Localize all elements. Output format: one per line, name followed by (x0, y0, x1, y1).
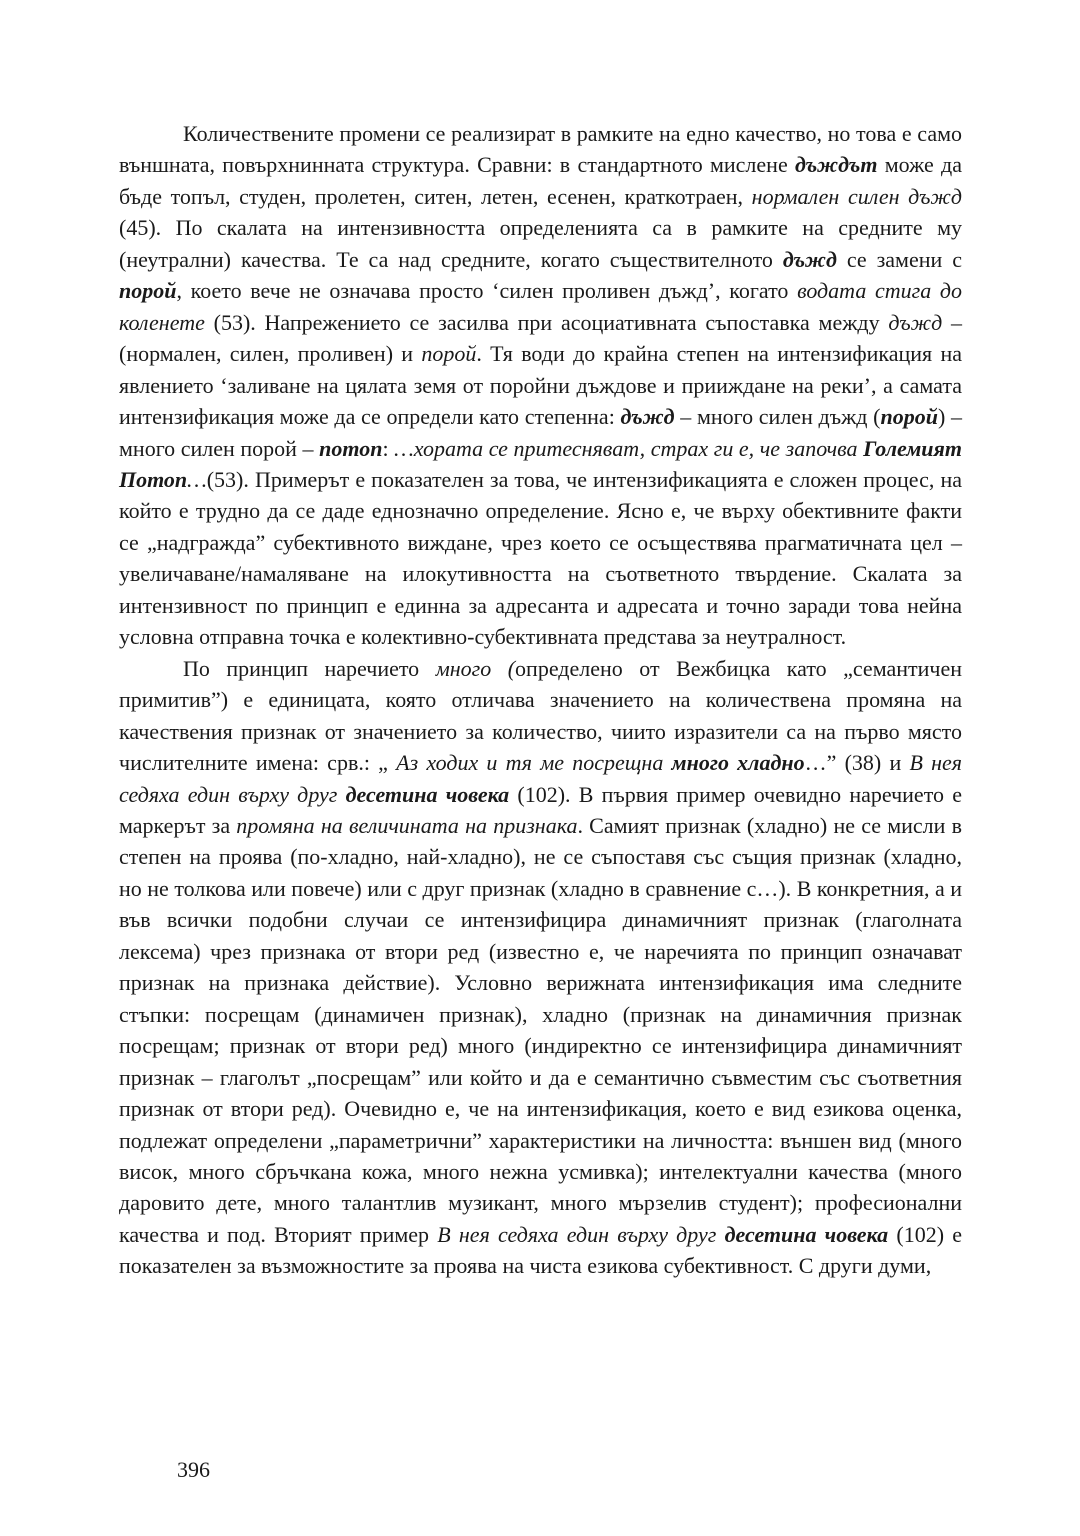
text-run: порой (421, 341, 477, 367)
text-run: По принцип наречието (183, 655, 436, 681)
text-run: десетина човека (724, 1221, 889, 1247)
text-run: (53). Примерът е показателен за това, че интензификацията е сложен процес, на който е трудно да се даде еднозначно определение. Ясно е, че върху обективните факти се „надгражда” субективното виждане, чрез което се осъществява прагматичната цел – увеличаване/намаляване на илокутивността на съответното твърдение. Скалата за интензивност по принцип е единна за адресанта и адресата и точно заради това нейна условна отправна точка е колективно-субективната представа за неутралност. (119, 466, 962, 650)
text-run: …хората се притесняват, страх ги е, че започва (394, 435, 864, 461)
text-run: : (382, 435, 395, 461)
text-run: дъжд (620, 404, 675, 430)
text-run: дъжд (888, 309, 943, 335)
text-run: . Тя води до крайна степен на интензификация на явлението ‘заливане на цялата земя от поройни дъждове и прииждане на реки’, а самата интензификация може да се определи като степенна: (119, 341, 963, 430)
body-text (119, 118, 962, 1282)
text-run: нормален силен дъжд (751, 183, 962, 209)
text-run: определено от Вежбицка като „семантичен примитив”) е единицата, която отличава значението на количествена промяна на качествения признак от значението за количество, чиито изразители са на първо място числителните имена: срв.: „ (119, 655, 962, 776)
text-run: десетина човека (345, 781, 510, 807)
paragraph (119, 653, 962, 1282)
paragraph (119, 118, 962, 653)
text-run: промяна на величината на признака (236, 812, 578, 838)
text-run: Количествените промени се реализират в рамките на едно качество, но това е само външната, повърхнинната структура. Сравни: в стандартното мислене (119, 121, 962, 178)
text-run: ) – много силен порой – (119, 404, 963, 461)
text-run: (45). По скалата на интензивността определенията са в рамките на средните му (неутрални) качества. Те са над средните, когато съществителното (119, 215, 962, 272)
text-run: дъжд (782, 246, 837, 272)
text-run: дъждът (794, 152, 878, 178)
text-run: Големият Потоп (119, 435, 962, 492)
text-run: (53). Напрежението се засилва при асоциативната съпоставка между (204, 309, 889, 335)
text-run: В нея седяха един върху друг (119, 750, 962, 807)
text-run: се замени с (836, 246, 962, 272)
text-run: потоп (319, 435, 383, 461)
text-run: . Самият признак (хладно) не се мисли в степен на проява (по-хладно, най-хладно), не се съпоставя със същия признак (хладно, но не толкова или повече) или с друг признак (хладно в сравнение с…). В конкретния, а и във всички подобни случаи се интензифицира динамичният признак (глаголната лексема) чрез признака от втори ред (известно е, че наречията по принцип означават признак на признака действие). Условно верижната интензификация има следните стъпки: посрещам (динамичен признак), хладно (признак на динамичния признак посрещам; признак от втори ред) много (индиректно се интензифицира динамичният признак – глаголът „посрещам” или който и да е семантично съвместим със съответния признак от втори ред). Очевидно е, че на интензификация, което е вид езикова оценка, подлежат определени „параметрични” характеристики на личността: външен вид (много висок, много сбръчкана кожа, много нежна усмивка); интелектуални качества (много даровито дете, много талантлив музикант, много мързелив студент); професионални качества и под. Вторият пример (119, 812, 962, 1247)
text-run: водата стига до коленете (119, 278, 962, 335)
text-run: (102). В първия пример очевидно наречието е маркерът за (119, 781, 962, 838)
text-run: , което вече не означава просто ‘силен проливен дъжд’, когато (176, 278, 798, 304)
text-run: порой (119, 278, 177, 304)
text-run: – (нормален, силен, проливен) и (119, 309, 962, 367)
text-run: много хладно (671, 750, 805, 776)
text-run: …” (38) и (804, 750, 910, 776)
text-run: (102) е показателен за възможностите за проява на чиста езикова субективност. С други думи, (119, 1221, 963, 1279)
text-run: порой (880, 404, 938, 430)
text-run: Аз ходих и тя ме посрещна (396, 750, 672, 776)
text-run: … (187, 466, 207, 492)
text-run: може да бъде топъл, студен, пролетен, ситен, летен, есенен, краткотраен, (119, 152, 962, 209)
text-run: – много силен дъжд ( (674, 404, 881, 430)
text-run: много ( (435, 655, 516, 681)
text-run: В нея седяха един върху друг (437, 1221, 725, 1247)
page-number: 396 (177, 1457, 210, 1482)
